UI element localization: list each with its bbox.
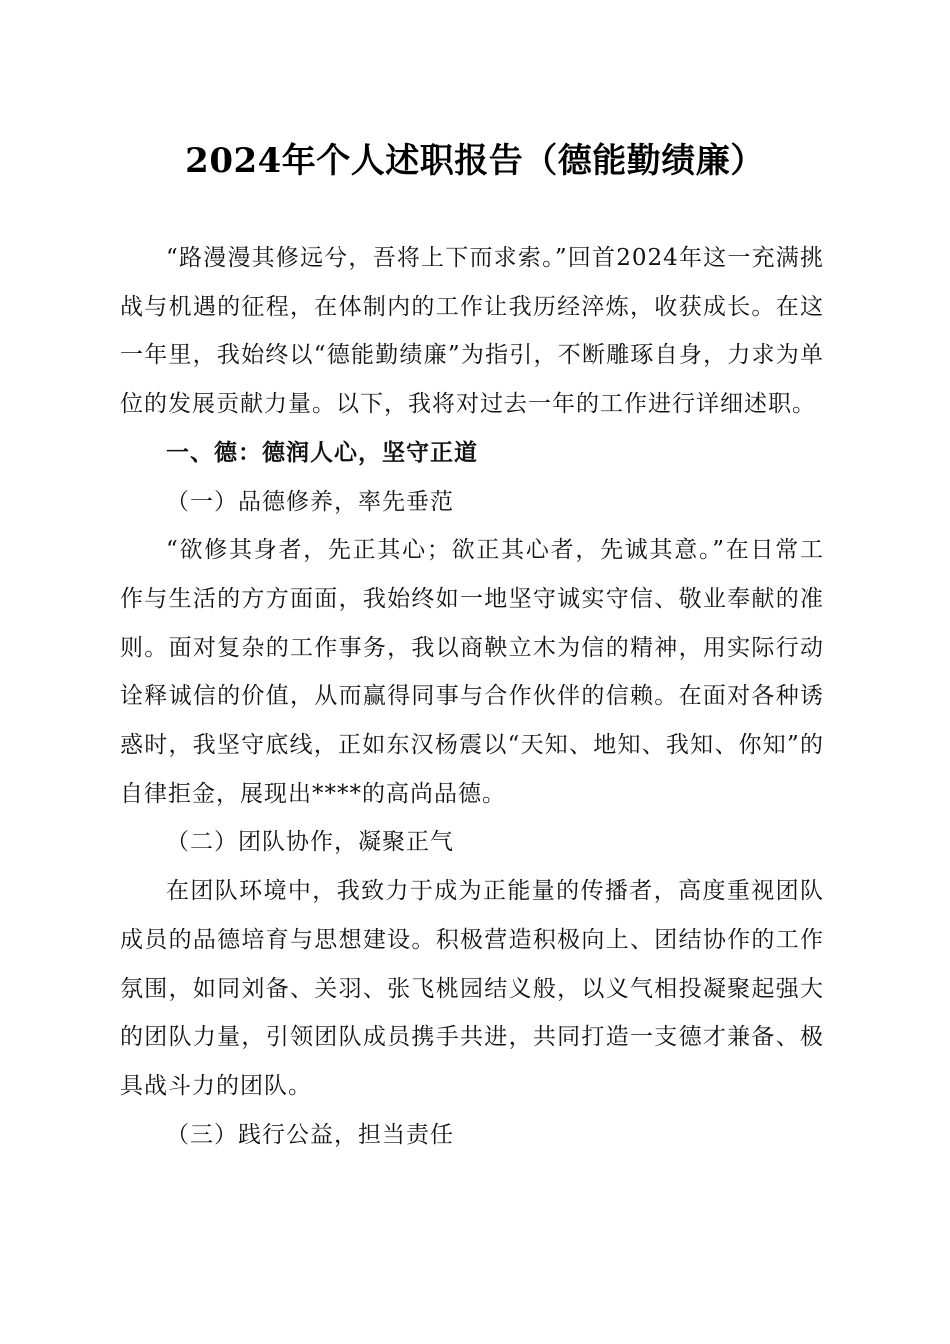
document-title: 2024年个人述职报告（德能勤绩廉） — [185, 141, 765, 181]
subheading-moral-cultivation: （一）品德修养，率先垂范 — [166, 488, 454, 515]
moral-cultivation-paragraph: “欲修其身者，先正其心；欲正其心者，先诚其意。”在日常工作与生活的方方面面，我始终如一地坚守诚实守信、敬业奉献的准则。面对复杂的工作事务，我以商鞅立木为信的精神，用实际行动诠释诚信的价值，从而赢得同事与合作伙伴的信赖。在面对各种诱惑时，我坚守底线，正如东汉杨震以“天知、地知、我知、你知”的自律拒金，展现出****的高尚品德。 — [120, 537, 824, 807]
document-body — [120, 234, 824, 1159]
section-heading-de: 一、德：德润人心，坚守正道 — [166, 439, 478, 466]
team-collaboration-paragraph: 在团队环境中，我致力于成为正能量的传播者，高度重视团队成员的品德培育与思想建设。积极营造积极向上、团结协作的工作氛围，如同刘备、关羽、张飞桃园结义般，以义气相投凝聚起强大的团队力量，引领团队成员携手共进，共同打造一支德才兼备、极具战斗力的团队。 — [120, 878, 824, 1099]
intro-paragraph: “路漫漫其修远兮，吾将上下而求索。”回首2024年这一充满挑战与机遇的征程，在体制内的工作让我历经淬炼，收获成长。在这一年里，我始终以“德能勤绩廉”为指引，不断雕琢自身，力求为单位的发展贡献力量。以下，我将对过去一年的工作进行详细述职。 — [120, 245, 824, 418]
subheading-public-welfare: （三）践行公益，担当责任 — [166, 1121, 454, 1148]
subheading-team-collaboration: （二）团队协作，凝聚正气 — [166, 829, 454, 856]
